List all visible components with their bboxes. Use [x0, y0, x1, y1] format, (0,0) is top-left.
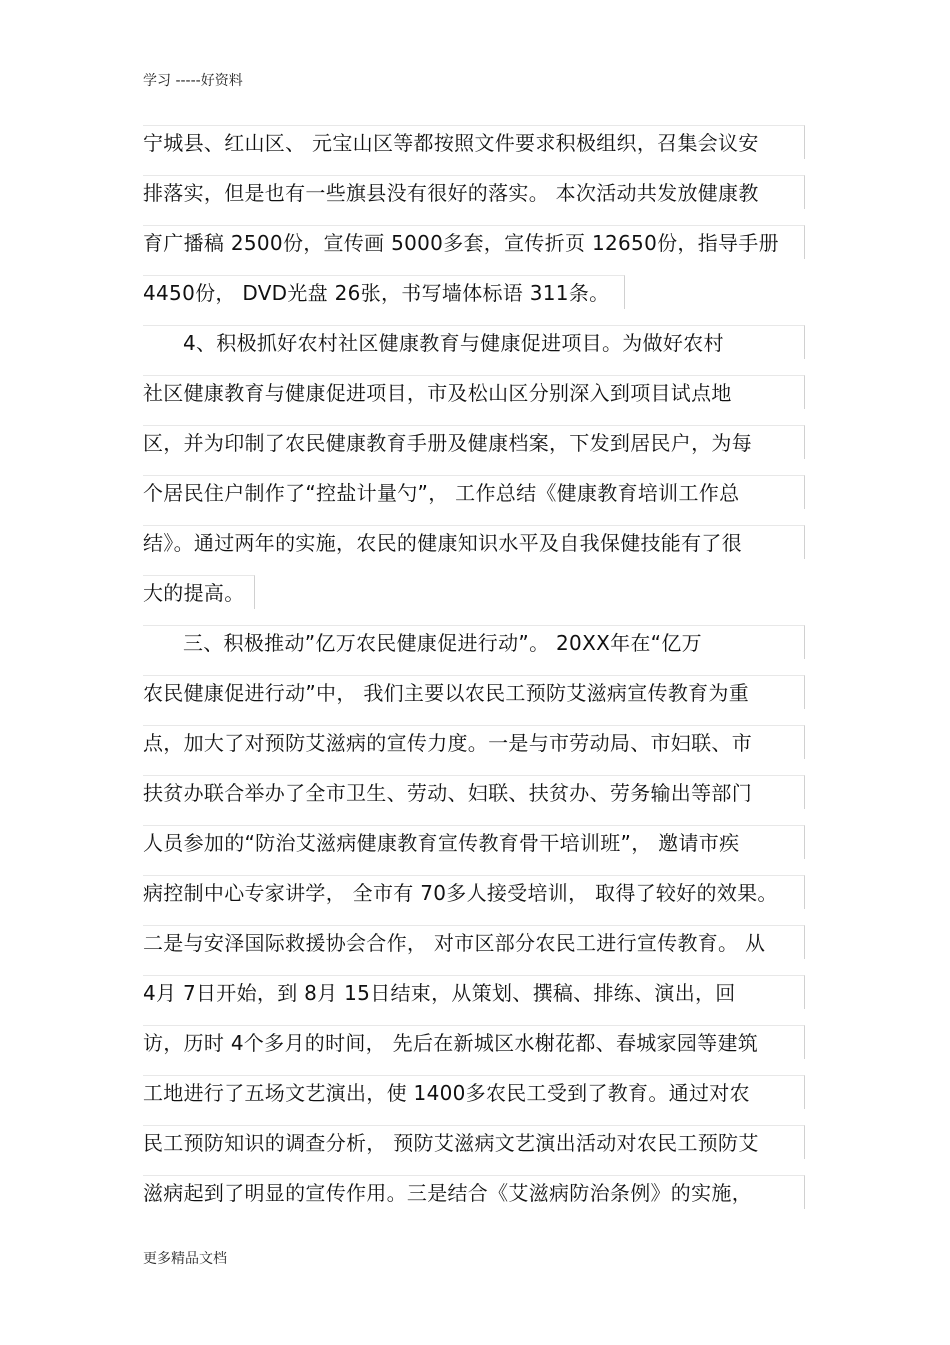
- page-header: 学习 -----好资料: [143, 73, 243, 89]
- text-line: 访，历时 4个多月的时间， 先后在新城区水榭花都、春城家园等建筑: [143, 1025, 805, 1059]
- text-line: 病控制中心专家讲学， 全市有 70多人接受培训， 取得了较好的效果。: [143, 875, 805, 909]
- text-line: 点，加大了对预防艾滋病的宣传力度。一是与市劳动局、市妇联、市: [143, 725, 805, 759]
- page-footer: 更多精品文档: [143, 1251, 227, 1267]
- text-line: 农民健康促进行动”中， 我们主要以农民工预防艾滋病宣传教育为重: [143, 675, 805, 709]
- text-line: 民工预防知识的调查分析， 预防艾滋病文艺演出活动对农民工预防艾: [143, 1125, 805, 1159]
- text-line: 4月 7日开始，到 8月 15日结束，从策划、撰稿、排练、演出，回: [143, 975, 805, 1009]
- text-line: 扶贫办联合举办了全市卫生、劳动、妇联、扶贫办、劳务输出等部门: [143, 775, 805, 809]
- text-line: 滋病起到了明显的宣传作用。三是结合《艾滋病防治条例》的实施，: [143, 1175, 805, 1209]
- text-line: 个居民住户制作了“控盐计量勺”， 工作总结《健康教育培训工作总: [143, 475, 805, 509]
- text-line: 人员参加的“防治艾滋病健康教育宣传教育骨干培训班”， 邀请市疾: [143, 825, 805, 859]
- text-line: 区，并为印制了农民健康教育手册及健康档案，下发到居民户，为每: [143, 425, 805, 459]
- section-3-heading: 三、积极推动”亿万农民健康促进行动”。 20XX年在“亿万: [143, 625, 805, 659]
- text-line: 4450份， DVD光盘 26张，书写墙体标语 311条。: [143, 275, 625, 309]
- text-line: 宁城县、红山区、 元宝山区等都按照文件要求积极组织，召集会议安: [143, 125, 805, 159]
- text-line: 育广播稿 2500份，宣传画 5000多套，宣传折页 12650份，指导手册: [143, 225, 805, 259]
- text-line: 大的提高。: [143, 575, 255, 609]
- text-line: 结》。通过两年的实施，农民的健康知识水平及自我保健技能有了很: [143, 525, 805, 559]
- paragraph-4-heading: 4、积极抓好农村社区健康教育与健康促进项目。为做好农村: [143, 325, 805, 359]
- text-line: 排落实，但是也有一些旗县没有很好的落实。 本次活动共发放健康教: [143, 175, 805, 209]
- text-line: 工地进行了五场文艺演出，使 1400多农民工受到了教育。通过对农: [143, 1075, 805, 1109]
- text-line: 社区健康教育与健康促进项目，市及松山区分别深入到项目试点地: [143, 375, 805, 409]
- text-line: 二是与安泽国际救援协会合作， 对市区部分农民工进行宣传教育。 从: [143, 925, 805, 959]
